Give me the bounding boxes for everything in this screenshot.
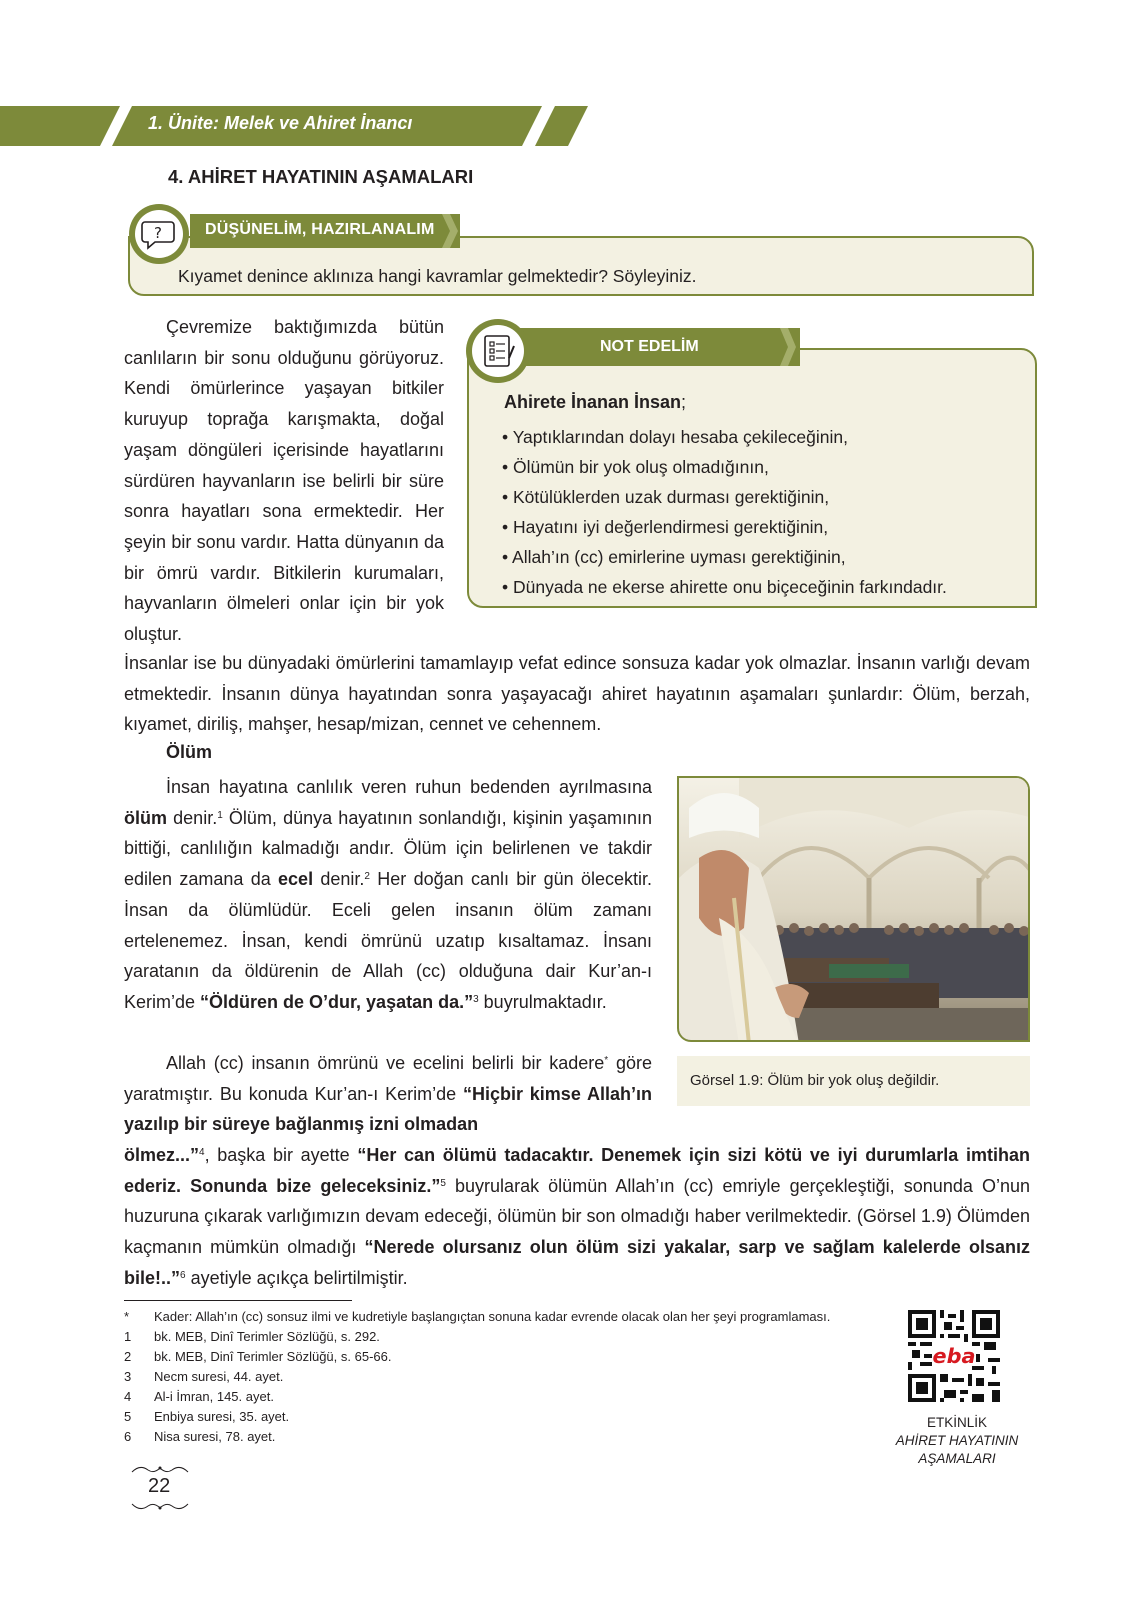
footnote-item [124,1367,830,1387]
paragraph-olum [124,772,652,1018]
page-number: 22 [148,1475,171,1497]
photo-illustration [679,778,1030,1042]
note-list [502,422,947,602]
footnote-ref: 2 [364,871,370,883]
think-header-label: DÜŞÜNELİM, HAZIRLANALIM [205,221,435,238]
footnote-mark: 5 [124,1409,132,1424]
footnote-mark: 4 [124,1389,132,1404]
text-run: Her doğan canlı bir gün ölecektir. İnsan da ölümlüdür. Eceli gelen insanın ölüm zamanı ertelenemez. İnsan, kendi ömrünü uzatıp kısaltamaz. İnsanı yaratanın da öldürenin de Allah (cc) olduğuna dair Kur’an-ı Kerim’de [124,869,652,1012]
note-list-item: • Kötülüklerden uzak durması gerektiğinin, [502,482,947,512]
eba-logo: eba [932,1343,976,1368]
footnote-mark: 2 [124,1349,132,1364]
paragraph-stages: İnsanlar ise bu dünyadaki ömürlerini tamamlayıp vefat edince sonsuza kadar yok olmazlar. İnsanın varlığı devam etmektedir. İnsanın dünya hayatından sonra yaşayacağı ahiret hayatının aşamaları şunlardır: Ölüm, berzah, kıyamet, diriliş, mahşer, hesap/mizan, cennet ve cehennem. [124,653,1030,735]
figure-caption: Görsel 1.9: Ölüm bir yok oluş değildir. [690,1072,940,1089]
funeral-prayer-photo [677,776,1030,1042]
footnote-item [124,1307,830,1327]
checklist-icon [465,318,531,384]
qr-label-line: AHİRET HAYATININ [895,1433,1019,1448]
quote-verse: “Nerede olursanız olun ölüm sizi yakalar, sarp ve sağlam kalelerde olsanız bile!..” [124,1237,1030,1288]
term-olum: ölüm [124,807,167,828]
paragraph-intro-text: Çevremize baktığımızda bütün canlıların bir sonu olduğunu görüyoruz. Kendi ömürlerince yaşayan bitkiler kuruyup toprağa karışmakta, doğal yaşam döngüleri içerisinde hayatlarını sürdüren hayvanların ise belirli bir süre sonra hayatları sona ermektedir. Her şeyin bir sonu vardır. Hatta dünyanın da bir ömrü vardır. Bitkilerin kurumaları, hayvanların ölmeleri onlar için bir yok oluştur. [124,317,444,645]
subheading-olum: Ölüm [166,742,213,762]
footnote-ref: 1 [217,809,223,821]
text-run: göre yaratmıştır. Bu konuda Kur’an-ı Kerim’de [124,1053,652,1104]
footnote-text: Necm suresi, 44. ayet. [154,1369,284,1384]
footnote-item [124,1327,830,1347]
text-run: ayetiyle açıkça belirtilmiştir. [185,1267,408,1288]
footnote-ref: 6 [180,1269,186,1281]
note-list-item: • Hayatını iyi değerlendirmesi gerektiğinin, [502,512,947,542]
footnote-text: Kader: Allah’ın (cc) sonsuz ilmi ve kudretiyle başlangıçtan sonuna kadar evrende olacak olan her şeyi programlaması. [154,1309,831,1324]
text-run: Ölüm, dünya hayatının sonlandığı, kişinin yaşamının bittiği, canlılığın kalmadığı andır. Ölüm için belirlenen ve takdir edilen zamana da [124,807,652,890]
footnote-text: bk. MEB, Dinî Terimler Sözlüğü, s. 65-66. [154,1349,392,1364]
unit-title: 1. Ünite: Melek ve Ahiret İnancı [148,113,413,133]
section-title: 4. AHİRET HAYATININ AŞAMALARI [168,166,474,187]
footnote-item [124,1347,830,1367]
qr-label-line: AŞAMALARI [918,1451,996,1466]
footnote-item [124,1407,830,1427]
text-run: denir. [167,807,218,828]
paragraph-kader [124,1048,652,1140]
note-list-item: • Allah’ın (cc) emirlerine uyması gerektiğinin, [502,542,947,572]
qr-label-line: ETKİNLİK [926,1415,988,1430]
footnote-ref: 4 [199,1147,205,1158]
text-run: İnsan hayatına canlılık veren ruhun bedenden ayrılmasına [166,777,652,797]
footnote-ref: * [604,1055,609,1066]
qr-label [886,1414,1028,1468]
text-run: buyrularak ölümün Allah’ın (cc) emriyle gerçekleştiği, sonunda O’nun huzuruna çıkarak varlığımızın devam edeceği, ölümün bir son olmadığı haber verilmektedir. (Görsel 1.9) Ölümden kaçmanın mümkün olmadığı [124,1175,1030,1258]
footnote-item [124,1427,830,1447]
footnote-text: Enbiya suresi, 35. ayet. [154,1409,290,1424]
footnote-mark: 1 [124,1329,132,1344]
text-run: denir. [313,869,365,890]
qr-code[interactable] [908,1310,1000,1402]
footnote-mark: 3 [124,1369,132,1384]
note-list-item: • Ölümün bir yok oluş olmadığının, [502,452,947,482]
quote-verse: ölmez...” [124,1145,200,1165]
paragraph-verses [124,1140,1030,1294]
question-bubble-icon [128,203,190,265]
note-title [504,392,686,413]
ornament-bottom-icon [130,1500,190,1514]
footnote-ref: 3 [473,993,479,1005]
think-question: Kıyamet denince aklınıza hangi kavramlar gelmektedir? Söyleyiniz. [178,266,697,286]
quote-verse: “Her can ölümü tadacaktır. Denemek için sizi kötü ve iyi durumlarla imtihan ederiz. Sonunda bize geleceksiniz.” [124,1145,1030,1196]
note-title-suffix: ; [681,392,687,412]
footnote-divider [124,1300,352,1301]
note-title-text: Ahirete İnanan İnsan [504,392,682,412]
note-list-item: • Yaptıklarından dolayı hesaba çekileceğinin, [502,422,947,452]
footnote-item [124,1387,830,1407]
note-header-label: NOT EDELİM [600,338,699,355]
footnote-mark: 6 [124,1429,132,1444]
footnote-ref: 5 [440,1177,446,1189]
paragraph-intro [124,312,444,650]
text-run: buyrulmaktadır. [478,991,607,1012]
footnote-mark: * [124,1309,130,1324]
ornament-top-icon [130,1462,190,1476]
footnote-text: Al-i İmran, 145. ayet. [154,1389,274,1404]
footnote-text: bk. MEB, Dinî Terimler Sözlüğü, s. 292. [154,1329,380,1344]
note-list-item: • Dünyada ne ekerse ahirette onu biçeceğinin farkındadır. [502,572,947,602]
svg-text:?: ? [154,224,162,242]
footnote-text: Nisa suresi, 78. ayet. [154,1429,276,1444]
quote-verse: “Hiçbir kimse Allah’ın yazılıp bir süreye bağlanmış izni olmadan [124,1083,652,1135]
footnotes [124,1307,830,1447]
text-run: Allah (cc) insanın ömrünü ve ecelini belirli bir kadere [166,1053,605,1073]
term-ecel: ecel [278,869,314,890]
text-run: , başka bir ayette [204,1145,358,1165]
quote-verse: “Öldüren de O’dur, yaşatan da.” [200,991,474,1012]
